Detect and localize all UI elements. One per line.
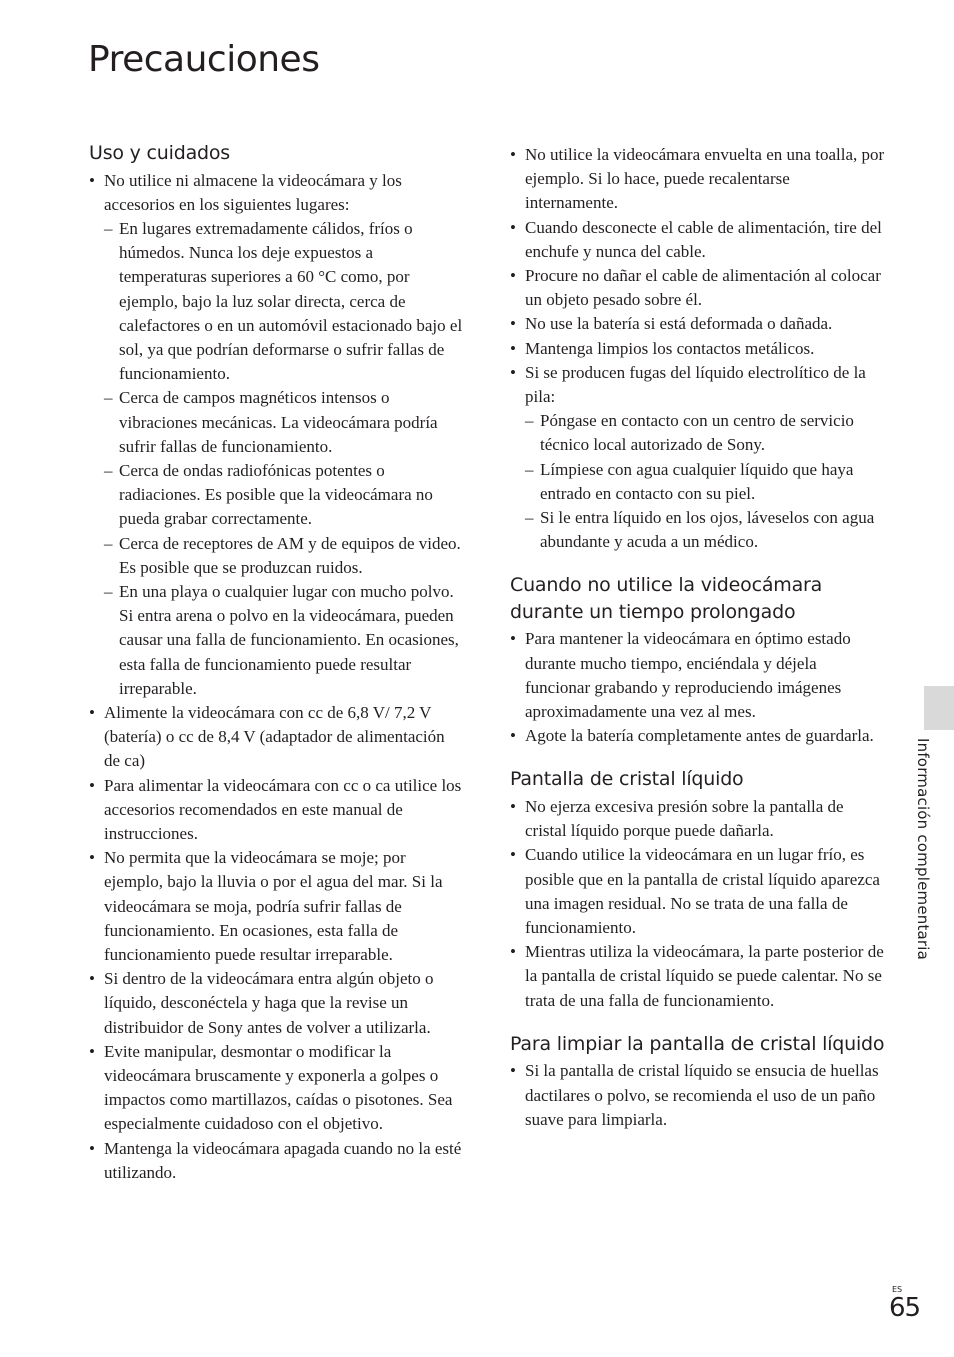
sub-item: – Cerca de ondas radiofónicas potentes o radiaciones. Es posible que la videocámara no pueda grabar correctamente. bbox=[104, 459, 464, 532]
bullet-item bbox=[510, 216, 885, 264]
bullet-list bbox=[510, 143, 885, 554]
section bbox=[510, 1031, 885, 1132]
bullet-item bbox=[510, 143, 885, 216]
sub-item: – Cerca de receptores de AM y de equipos de video. Es posible que se produzcan ruidos. bbox=[104, 532, 464, 580]
section bbox=[510, 766, 885, 1012]
section-heading: Cuando no utilice la videocámara durante un tiempo prolongado bbox=[510, 574, 823, 623]
section-heading: Uso y cuidados bbox=[89, 142, 231, 164]
bullet-text: No utilice la videocámara envuelta en una toalla, por ejemplo. Si lo hace, puede recalentarse internamente. bbox=[525, 145, 885, 213]
bullet-list bbox=[89, 169, 464, 1186]
bullet-item bbox=[89, 774, 464, 847]
bullet-text: No utilice ni almacene la videocámara y los accesorios en los siguientes lugares: bbox=[104, 170, 402, 214]
bullet-text: No ejerza excesiva presión sobre la pantalla de cristal líquido porque puede dañarla. bbox=[525, 796, 844, 841]
bullet-item bbox=[89, 1137, 464, 1185]
bullet-text: Si la pantalla de cristal líquido se ensucia de huellas dactilares o polvo, se recomienda el uso de un paño suave para limpiarla. bbox=[525, 1061, 879, 1129]
bullet-text: Cuando utilice la videocámara en un lugar frío, es posible que en la pantalla de cristal líquido aparezca una imagen residual. No se trata de una falla de funcionamiento. bbox=[525, 845, 880, 937]
section-tab-marker bbox=[924, 686, 954, 730]
sub-item: – Si le entra líquido en los ojos, láveselos con agua abundante y acuda a un médico. bbox=[525, 506, 885, 554]
bullet-text: Mantenga la videocámara apagada cuando no la esté utilizando. bbox=[104, 1138, 462, 1182]
bullet-text: Agote la batería completamente antes de guardarla. bbox=[525, 726, 874, 746]
bullet-text: Si se producen fugas del líquido electrolítico de la pila: bbox=[525, 362, 866, 407]
side-section-label: Información complementaria bbox=[914, 738, 932, 961]
bullet-list bbox=[510, 1059, 885, 1132]
bullet-item bbox=[89, 967, 464, 1040]
section bbox=[510, 572, 885, 748]
bullet-text: No use la batería si está deformada o dañada. bbox=[525, 314, 833, 334]
bullet-item bbox=[510, 940, 885, 1013]
bullet-text: Evite manipular, desmontar o modificar la videocámara bruscamente y exponerla a golpes o impactos como martillazos, caídas o pisotones. Sea especialmente cuidadoso con el objetivo. bbox=[104, 1041, 453, 1134]
bullet-text: Para alimentar la videocámara con cc o ca utilice los accesorios recomendados en este manual de instrucciones. bbox=[104, 775, 462, 843]
bullet-text: Procure no dañar el cable de alimentación al colocar un objeto pesado sobre él. bbox=[525, 266, 881, 310]
bullet-text: No permita que la videocámara se moje; por ejemplo, bajo la lluvia o por el agua del mar. Si la videocámara se moja, podría sufrir fallas de funcionamiento. En ocasiones, esta falla de funcionamiento puede resultar irreparable. bbox=[104, 848, 443, 964]
bullet-text: Mantenga limpios los contactos metálicos. bbox=[525, 338, 815, 358]
section bbox=[89, 140, 464, 1185]
bullet-text: Alimente la videocámara con cc de 6,8 V/ 7,2 V (batería) o cc de 8,4 V (adaptador de alimentación de ca) bbox=[104, 702, 445, 771]
bullet-item bbox=[89, 701, 464, 774]
bullet-text: Cuando desconecte el cable de alimentación, tire del enchufe y nunca del cable. bbox=[525, 217, 882, 261]
bullet-list bbox=[510, 627, 885, 748]
bullet-item bbox=[89, 846, 464, 967]
bullet-item bbox=[510, 795, 885, 843]
bullet-text: Si dentro de la videocámara entra algún objeto o líquido, desconéctela y haga que la revise un distribuidor de Sony antes de volver a utilizarla. bbox=[104, 969, 434, 1037]
bullet-item bbox=[89, 1040, 464, 1137]
bullet-item bbox=[510, 264, 885, 312]
left-column bbox=[89, 140, 464, 1203]
sub-item: – Póngase en contacto con un centro de servicio técnico local autorizado de Sony. bbox=[525, 409, 885, 457]
bullet-item bbox=[510, 312, 885, 336]
section-heading: Para limpiar la pantalla de cristal líquido bbox=[510, 1032, 885, 1055]
bullet-item bbox=[89, 169, 464, 701]
right-column bbox=[510, 143, 885, 1150]
sub-item: – Cerca de campos magnéticos intensos o vibraciones mecánicas. La videocámara podría sufrir fallas de funcionamiento. bbox=[104, 386, 464, 459]
section bbox=[510, 143, 885, 554]
bullet-text: Para mantener la videocámara en óptimo estado durante mucho tiempo, enciéndala y déjela funcionar grabando y reproduciendo imágenes aproximadamente una vez al mes. bbox=[525, 629, 851, 722]
bullet-text: Mientras utiliza la videocámara, la parte posterior de la pantalla de cristal líquido se puede calentar. No se trata de una falla de funcionamiento. bbox=[525, 942, 884, 1010]
bullet-item bbox=[510, 627, 885, 724]
bullet-list bbox=[510, 795, 885, 1013]
bullet-item bbox=[510, 843, 885, 940]
bullet-item bbox=[510, 1059, 885, 1132]
bullet-item bbox=[510, 361, 885, 555]
sub-item: – En lugares extremadamente cálidos, fríos o húmedos. Nunca los deje expuestos a temperaturas superiores a 60 °C como, por ejemplo, bajo la luz solar directa, cerca de calefactores o en un automóvil estacionado bajo el sol, ya que podrían deformarse o sufrir fallas de funcionamiento. bbox=[104, 217, 464, 386]
language-code: ES bbox=[892, 1285, 903, 1294]
section-heading: Pantalla de cristal líquido bbox=[510, 768, 744, 791]
bullet-item bbox=[510, 337, 885, 361]
bullet-item bbox=[510, 724, 885, 748]
page-title: Precauciones bbox=[88, 39, 320, 80]
sub-list bbox=[525, 409, 885, 554]
sub-item: – Límpiese con agua cualquier líquido que haya entrado en contacto con su piel. bbox=[525, 458, 885, 506]
page-number: 65 bbox=[889, 1293, 921, 1323]
sub-item: – En una playa o cualquier lugar con mucho polvo. Si entra arena o polvo en la videocámara, pueden causar una falla de funcionamiento. En ocasiones, esta falla de funcionamiento puede resultar irreparable. bbox=[104, 580, 464, 701]
sub-list bbox=[104, 217, 464, 701]
